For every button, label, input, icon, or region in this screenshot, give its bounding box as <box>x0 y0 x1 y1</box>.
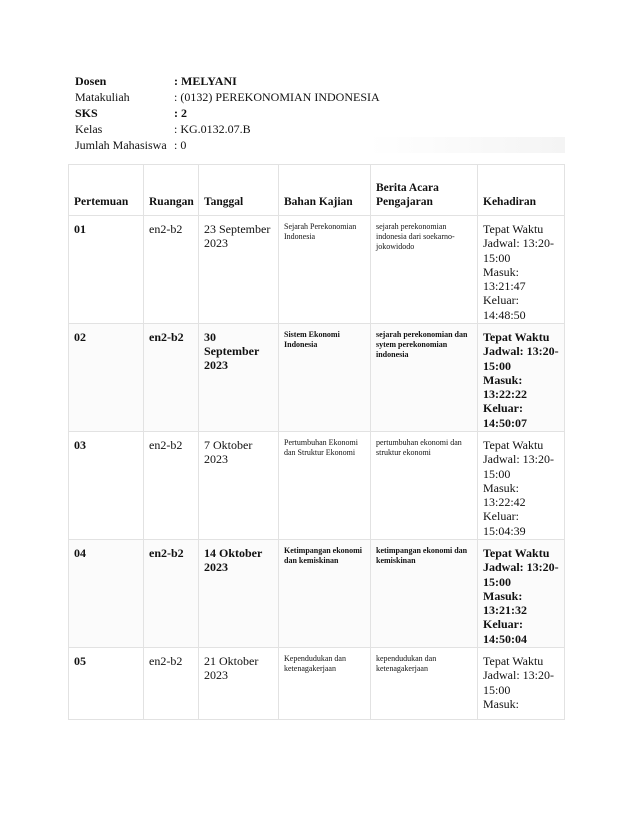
info-row-sks <box>75 105 565 121</box>
cell-ruangan: en2-b2 <box>144 324 199 432</box>
matakuliah-label: Matakuliah <box>75 90 130 104</box>
kehadiran-keluar: Keluar: 14:50:04 <box>483 617 527 646</box>
cell-kehadiran <box>478 540 565 648</box>
cell-bahan-kajian: Kependudukan dan ketenagakerjaan <box>279 648 371 720</box>
dosen-value: : MELYANI <box>174 74 237 88</box>
cell-berita-acara: pertumbuhan ekonomi dan struktur ekonomi <box>371 432 478 540</box>
kehadiran-jadwal: Jadwal: 13:20-15:00 <box>483 560 559 589</box>
cell-pertemuan: 05 <box>69 648 144 720</box>
table-row <box>69 432 565 540</box>
cell-kehadiran <box>478 648 565 720</box>
kehadiran-status: Tepat Waktu <box>483 438 544 452</box>
header-bahan-kajian: Bahan Kajian <box>279 165 371 216</box>
info-row-jumlah <box>75 137 565 153</box>
cell-tanggal: 23 September 2023 <box>199 216 279 324</box>
kehadiran-masuk: Masuk: 13:21:47 <box>483 264 526 294</box>
cell-tanggal: 7 Oktober 2023 <box>199 432 279 540</box>
sks-value: : 2 <box>174 106 187 120</box>
cell-kehadiran <box>478 432 565 540</box>
header-berita-acara: Berita Acara Pengajaran <box>371 165 478 216</box>
cell-ruangan: en2-b2 <box>144 540 199 648</box>
kelas-value: : KG.0132.07.B <box>174 122 251 136</box>
cell-ruangan: en2-b2 <box>144 216 199 324</box>
kehadiran-keluar: Keluar: 14:48:50 <box>483 293 526 322</box>
cell-ruangan: en2-b2 <box>144 432 199 540</box>
kehadiran-status: Tepat Waktu <box>483 546 550 560</box>
cell-kehadiran <box>478 216 565 324</box>
cell-pertemuan: 01 <box>69 216 144 324</box>
kehadiran-jadwal: Jadwal: 13:20-15:00 <box>483 344 559 373</box>
table-row <box>69 216 565 324</box>
kehadiran-status: Tepat Waktu <box>483 330 550 344</box>
cell-tanggal: 14 Oktober 2023 <box>199 540 279 648</box>
cell-tanggal: 30 September 2023 <box>199 324 279 432</box>
header-ruangan: Ruangan <box>144 165 199 216</box>
kelas-label: Kelas <box>75 122 103 136</box>
info-row-dosen <box>75 73 565 89</box>
cell-berita-acara: sejarah perekonomian indonesia dari soekarno-jokowidodo <box>371 216 478 324</box>
table-row <box>69 540 565 648</box>
cell-bahan-kajian: Ketimpangan ekonomi dan kemiskinan <box>279 540 371 648</box>
cell-pertemuan: 03 <box>69 432 144 540</box>
cell-bahan-kajian: Sejarah Perekonomian Indonesia <box>279 216 371 324</box>
dosen-label: Dosen <box>75 74 107 88</box>
kehadiran-jadwal: Jadwal: 13:20-15:00 <box>483 236 554 265</box>
kehadiran-masuk: Masuk: 13:22:22 <box>483 372 527 402</box>
cell-berita-acara: ketimpangan ekonomi dan kemiskinan <box>371 540 478 648</box>
header-kehadiran: Kehadiran <box>478 165 565 216</box>
kehadiran-jadwal: Jadwal: 13:20-15:00 <box>483 668 554 697</box>
cell-kehadiran <box>478 324 565 432</box>
kehadiran-status: Tepat Waktu <box>483 654 544 668</box>
cell-berita-acara: kependudukan dan ketenagakerjaan <box>371 648 478 720</box>
kehadiran-keluar: Keluar: 14:50:07 <box>483 401 527 430</box>
cell-tanggal: 21 Oktober 2023 <box>199 648 279 720</box>
kehadiran-jadwal: Jadwal: 13:20-15:00 <box>483 452 554 481</box>
kehadiran-status: Tepat Waktu <box>483 222 544 236</box>
cell-bahan-kajian: Sistem Ekonomi Indonesia <box>279 324 371 432</box>
header-pertemuan: Pertemuan <box>69 165 144 216</box>
cell-bahan-kajian: Pertumbuhan Ekonomi dan Struktur Ekonomi <box>279 432 371 540</box>
kehadiran-masuk: Masuk: 13:22:42 <box>483 480 526 510</box>
course-info <box>75 73 565 153</box>
cell-ruangan: en2-b2 <box>144 648 199 720</box>
cell-berita-acara: sejarah perekonomian dan sytem perekonomian indonesia <box>371 324 478 432</box>
info-row-matakuliah <box>75 89 565 105</box>
attendance-table <box>68 164 565 720</box>
header-tanggal: Tanggal <box>199 165 279 216</box>
kehadiran-keluar: Keluar: 15:04:39 <box>483 509 526 538</box>
kehadiran-masuk: Masuk: <box>483 696 519 711</box>
sks-label: SKS <box>75 106 98 120</box>
jumlah-value: : 0 <box>174 138 187 152</box>
table-row <box>69 324 565 432</box>
jumlah-label: Jumlah Mahasiswa <box>75 138 167 152</box>
kehadiran-masuk: Masuk: 13:21:32 <box>483 588 527 618</box>
table-header-row <box>69 165 565 216</box>
cell-pertemuan: 04 <box>69 540 144 648</box>
table-row <box>69 648 565 720</box>
cell-pertemuan: 02 <box>69 324 144 432</box>
info-row-kelas <box>75 121 565 137</box>
matakuliah-value: : (0132) PEREKONOMIAN INDONESIA <box>174 90 380 104</box>
